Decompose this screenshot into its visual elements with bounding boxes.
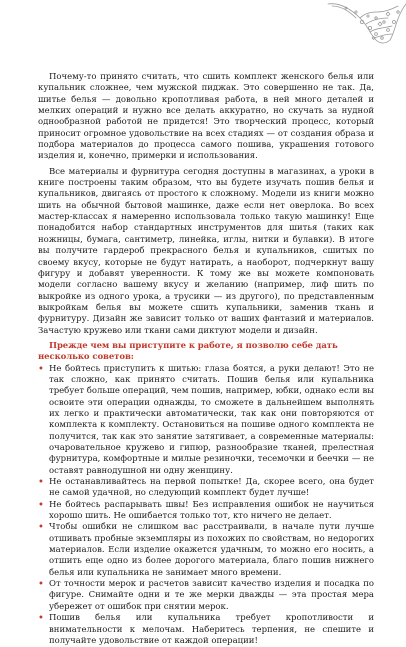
paragraph-materials: Все материалы и фурнитура сегодня доступны в магазинах, а уроки в книге построены таким образом, что вы будете изучать пошив белья и купальников, двигаясь от простого к сложному. Модели из книги можно шить на обычной бытовой машинке, даже если нет оверлока. Во всех мастер-классах я намеренно использовала только такую машинку! Еще понадобится набор стандартных инструментов для шитья (таких как ножницы, бумага, сантиметр, линейка, иглы, нитки и булавки). В итоге вы получите гардероб прекрасного белья и купальников, сшитых по своему вкусу, которые не будут натирать, а наоборот, подчеркнут вашу фигуру и добавят уверенности. К тому же вы можете компоновать модели согласно вашему вкусу и желанию (например, лиф шить по выкройке из одного урока, а трусики — из другого), по представленным выкройкам белья вы можете сшить купальники, заменив ткань и фурнитуру. Дизайн же зависит только от ваших фантазий и материалов. Зачастую кружево или ткани сами диктуют модели и дизайн. (38, 166, 374, 336)
list-item (38, 613, 374, 647)
bullet-icon: • (38, 477, 44, 489)
tip-text: Не останавливайтесь на первой попытке! Да, скорее всего, она будет не самой удачной, но следующий комплект будет лучше! (49, 477, 374, 499)
paragraph-intro: Почему-то принято считать, что сшить комплект женского белья или купальник сложнее, чем мужской пиджак. Это совершенно не так. Да, шитье белья — довольно кропотливая работа, в ней много деталей и мелких операций и нужно все делать аккуратно, но скучать за нудной однообразной работой не придется! Это творческий процесс, который приносит огромное удовольствие на всех стадиях — от создания образа и подбора материалов до процесса самого пошива, украшения готового изделия и, конечно, примерки и использования. (38, 72, 374, 162)
bullet-icon: • (38, 363, 44, 375)
lace-ornament-icon (326, 0, 406, 46)
list-item (38, 579, 374, 613)
bullet-icon: • (38, 499, 44, 511)
tip-text: Пошив белья или купальника требует кропотливости и внимательности к мелочам. Наберитесь терпения, не спешите и получайте удовольствие от каждой операции! (49, 613, 374, 646)
tips-list (38, 364, 374, 647)
bullet-icon: • (38, 522, 44, 534)
bullet-icon: • (38, 613, 44, 625)
bullet-icon: • (38, 579, 44, 591)
main-text-column (38, 72, 374, 647)
tips-heading: Прежде чем вы приступите к работе, я позволю себе дать несколько советов: (38, 340, 338, 363)
list-item (38, 500, 374, 523)
list-item (38, 477, 374, 500)
tip-text: От точности мерок и расчетов зависит качество изделия и посадка по фигуре. Снимайте одни и те же мерки дважды — эта простая мера убережет от ошибок при снятии мерок. (49, 579, 374, 612)
tip-text: Не бойтесь приступить к шитью: глаза боятся, а руки делают! Это не так сложно, как принято считать. Пошив белья или купальника требует больше операций, чем пошив, например, юбки, однако если вы освоите эти операции однажды, то сможете в дальнейшем выполнять их легко и практически автоматически, так как они повторяются от комплекта к комплекту. Остановиться на пошиве одного комплекта не получится, так как это занятие затягивает, а современные материалы: очаровательное кружево и гипюр, разнообразие тканей, прелестная фурнитура, комфортные и милые резиночки, тесемочки и беечки — не оставят равнодушной ни одну женщину. (49, 363, 374, 476)
tip-text: Не бойтесь распарывать швы! Без исправления ошибок не научиться хорошо шить. Не ошибается только тот, кто ничего не делает. (49, 499, 374, 522)
list-item (38, 364, 374, 477)
list-item (38, 522, 374, 579)
tip-text: Чтобы ошибки не слишком вас расстраивали, в начале пути лучше отшивать пробные экземпляры из похожих по свойствам, но недорогих материалов. Если изделие окажется удачным, то можно его носить, а отшить еще одно из более дорогого материала, благо пошив нижнего белья или купальника не занимает много времени. (49, 522, 374, 578)
